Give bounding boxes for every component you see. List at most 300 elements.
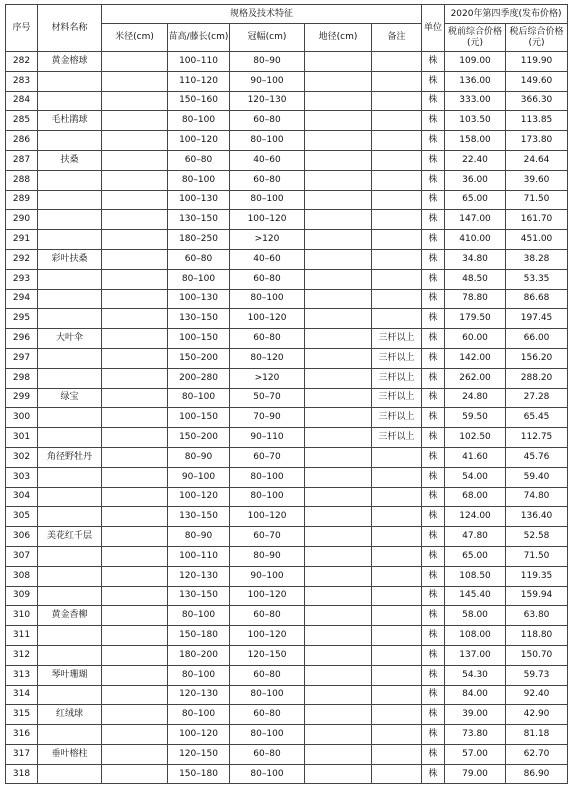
cell-pre-tax-price: 65.00 [445,190,506,210]
table-row [6,428,568,448]
cell-seq: 299 [6,388,38,408]
cell-post-tax-price: 74.80 [506,487,568,507]
table-header [6,5,568,52]
cell-pre-tax-price: 109.00 [445,52,506,72]
header-name: 材料名称 [38,5,102,52]
table-row [6,249,568,269]
cell-note [372,725,422,745]
cell-crown: 80–100 [230,467,305,487]
cell-pre-tax-price: 54.00 [445,467,506,487]
cell-pre-tax-price: 136.00 [445,71,506,91]
cell-ground-diameter [305,131,372,151]
cell-note [372,744,422,764]
cell-height: 100–120 [168,131,230,151]
cell-ground-diameter [305,586,372,606]
cell-unit: 株 [422,71,445,91]
cell-crown: 50–70 [230,388,305,408]
cell-seq: 282 [6,52,38,72]
cell-post-tax-price: 59.73 [506,665,568,685]
cell-crown: 40–60 [230,150,305,170]
cell-note [372,289,422,309]
cell-note [372,190,422,210]
header-spec-col: 冠幅(cm) [230,24,305,52]
cell-pre-tax-price: 79.00 [445,764,506,784]
cell-height: 100–110 [168,546,230,566]
cell-post-tax-price: 42.90 [506,705,568,725]
cell-seq: 307 [6,546,38,566]
cell-height: 180–200 [168,645,230,665]
table-row [6,764,568,784]
cell-crown: 60–80 [230,665,305,685]
cell-pre-tax-price: 137.00 [445,645,506,665]
cell-ground-diameter [305,705,372,725]
cell-unit: 株 [422,705,445,725]
cell-height: 130–150 [168,586,230,606]
cell-unit: 株 [422,447,445,467]
cell-height: 80–100 [168,111,230,131]
cell-height: 120–130 [168,566,230,586]
table-row [6,408,568,428]
cell-ground-diameter [305,447,372,467]
cell-crown: 90–100 [230,566,305,586]
cell-pre-tax-price: 158.00 [445,131,506,151]
cell-crown: 120–130 [230,91,305,111]
cell-height: 130–150 [168,507,230,527]
cell-ground-diameter [305,566,372,586]
cell-note [372,91,422,111]
cell-note [372,269,422,289]
table-row [6,230,568,250]
cell-post-tax-price: 81.18 [506,725,568,745]
cell-crown: 60–70 [230,447,305,467]
table-body [6,52,568,784]
cell-name: 大叶伞 [38,329,102,349]
cell-crown: 60–80 [230,170,305,190]
cell-seq: 303 [6,467,38,487]
cell-pre-tax-price: 103.50 [445,111,506,131]
cell-pre-tax-price: 142.00 [445,348,506,368]
cell-height: 100–120 [168,487,230,507]
cell-name: 美花红千层 [38,527,102,547]
cell-post-tax-price: 451.00 [506,230,568,250]
cell-name: 角径野牡丹 [38,447,102,467]
cell-crown: 40–60 [230,249,305,269]
cell-ground-diameter [305,408,372,428]
cell-unit: 株 [422,685,445,705]
cell-height: 200–280 [168,368,230,388]
cell-unit: 株 [422,428,445,448]
cell-mi-diameter [102,289,168,309]
cell-ground-diameter [305,546,372,566]
cell-ground-diameter [305,170,372,190]
cell-note: 三杆以上 [372,348,422,368]
cell-note [372,447,422,467]
cell-ground-diameter [305,289,372,309]
cell-name [38,645,102,665]
cell-note [372,705,422,725]
cell-name [38,467,102,487]
cell-height: 110–120 [168,71,230,91]
cell-mi-diameter [102,249,168,269]
table-row [6,705,568,725]
cell-mi-diameter [102,131,168,151]
cell-unit: 株 [422,52,445,72]
cell-crown: 100–120 [230,626,305,646]
cell-height: 80–100 [168,388,230,408]
cell-note [372,764,422,784]
cell-pre-tax-price: 47.80 [445,527,506,547]
cell-name [38,309,102,329]
cell-ground-diameter [305,507,372,527]
cell-name: 琴叶珊瑚 [38,665,102,685]
cell-height: 80–90 [168,447,230,467]
cell-name: 黄金香柳 [38,606,102,626]
cell-height: 150–180 [168,764,230,784]
cell-post-tax-price: 112.75 [506,428,568,448]
cell-unit: 株 [422,289,445,309]
cell-height: 100–110 [168,52,230,72]
cell-seq: 295 [6,309,38,329]
table-row [6,71,568,91]
cell-note [372,645,422,665]
cell-mi-diameter [102,150,168,170]
cell-post-tax-price: 71.50 [506,190,568,210]
cell-post-tax-price: 53.35 [506,269,568,289]
cell-seq: 304 [6,487,38,507]
cell-height: 120–150 [168,744,230,764]
table-row [6,645,568,665]
cell-crown: 60–80 [230,329,305,349]
cell-height: 100–150 [168,408,230,428]
header-spec-col: 米径(cm) [102,24,168,52]
cell-ground-diameter [305,329,372,349]
cell-name [38,170,102,190]
cell-mi-diameter [102,764,168,784]
cell-note [372,230,422,250]
cell-seq: 311 [6,626,38,646]
cell-ground-diameter [305,210,372,230]
cell-note [372,111,422,131]
cell-post-tax-price: 173.80 [506,131,568,151]
cell-ground-diameter [305,428,372,448]
cell-name [38,764,102,784]
cell-name: 红绒球 [38,705,102,725]
cell-mi-diameter [102,527,168,547]
table-row [6,368,568,388]
cell-height: 80–100 [168,606,230,626]
cell-note [372,309,422,329]
cell-name [38,91,102,111]
cell-height: 150–160 [168,91,230,111]
cell-crown: 120–150 [230,645,305,665]
cell-name: 扶桑 [38,150,102,170]
cell-mi-diameter [102,566,168,586]
cell-post-tax-price: 38.28 [506,249,568,269]
cell-ground-diameter [305,71,372,91]
cell-pre-tax-price: 145.40 [445,586,506,606]
cell-mi-diameter [102,705,168,725]
cell-crown: >120 [230,368,305,388]
cell-unit: 株 [422,190,445,210]
cell-seq: 290 [6,210,38,230]
cell-note [372,626,422,646]
cell-mi-diameter [102,487,168,507]
cell-crown: 100–120 [230,210,305,230]
table-row [6,131,568,151]
cell-mi-diameter [102,368,168,388]
cell-unit: 株 [422,566,445,586]
cell-mi-diameter [102,546,168,566]
cell-name: 绿宝 [38,388,102,408]
cell-post-tax-price: 52.58 [506,527,568,547]
cell-ground-diameter [305,269,372,289]
header-spec-group: 规格及技术特征 [102,5,422,24]
cell-unit: 株 [422,150,445,170]
cell-pre-tax-price: 58.00 [445,606,506,626]
cell-mi-diameter [102,586,168,606]
cell-pre-tax-price: 57.00 [445,744,506,764]
cell-seq: 296 [6,329,38,349]
cell-unit: 株 [422,91,445,111]
cell-height: 150–200 [168,348,230,368]
cell-seq: 293 [6,269,38,289]
cell-crown: 60–70 [230,527,305,547]
cell-height: 90–100 [168,467,230,487]
table-row [6,190,568,210]
cell-ground-diameter [305,626,372,646]
table-row [6,527,568,547]
table-row [6,348,568,368]
cell-height: 80–100 [168,705,230,725]
cell-mi-diameter [102,606,168,626]
cell-ground-diameter [305,190,372,210]
cell-note [372,546,422,566]
cell-ground-diameter [305,725,372,745]
cell-mi-diameter [102,190,168,210]
cell-crown: 80–100 [230,190,305,210]
cell-name [38,428,102,448]
table-row [6,744,568,764]
cell-mi-diameter [102,52,168,72]
cell-ground-diameter [305,527,372,547]
cell-seq: 313 [6,665,38,685]
cell-mi-diameter [102,685,168,705]
cell-note: 三杆以上 [372,408,422,428]
cell-pre-tax-price: 34.80 [445,249,506,269]
cell-seq: 294 [6,289,38,309]
cell-mi-diameter [102,111,168,131]
table-row [6,626,568,646]
cell-unit: 株 [422,665,445,685]
cell-crown: 80–100 [230,131,305,151]
cell-post-tax-price: 39.60 [506,170,568,190]
cell-name [38,507,102,527]
cell-seq: 291 [6,230,38,250]
cell-name [38,210,102,230]
cell-post-tax-price: 288.20 [506,368,568,388]
cell-pre-tax-price: 68.00 [445,487,506,507]
cell-pre-tax-price: 108.50 [445,566,506,586]
cell-ground-diameter [305,230,372,250]
cell-pre-tax-price: 73.80 [445,725,506,745]
table-row [6,725,568,745]
cell-post-tax-price: 119.35 [506,566,568,586]
cell-mi-diameter [102,71,168,91]
cell-crown: 80–100 [230,685,305,705]
cell-unit: 株 [422,111,445,131]
cell-height: 130–150 [168,309,230,329]
cell-pre-tax-price: 65.00 [445,546,506,566]
cell-pre-tax-price: 39.00 [445,705,506,725]
cell-note [372,566,422,586]
cell-height: 100–120 [168,725,230,745]
cell-unit: 株 [422,388,445,408]
cell-crown: 60–80 [230,744,305,764]
header-price-col: 税后综合价格(元) [506,24,568,52]
cell-unit: 株 [422,744,445,764]
table-row [6,388,568,408]
cell-unit: 株 [422,230,445,250]
cell-unit: 株 [422,309,445,329]
table-row [6,91,568,111]
table-row [6,210,568,230]
cell-post-tax-price: 197.45 [506,309,568,329]
cell-crown: 100–120 [230,586,305,606]
cell-note [372,665,422,685]
cell-name [38,289,102,309]
cell-post-tax-price: 63.80 [506,606,568,626]
cell-note [372,487,422,507]
cell-name [38,586,102,606]
cell-mi-diameter [102,91,168,111]
cell-ground-diameter [305,606,372,626]
cell-mi-diameter [102,665,168,685]
cell-name [38,546,102,566]
cell-unit: 株 [422,131,445,151]
cell-unit: 株 [422,507,445,527]
cell-seq: 314 [6,685,38,705]
table-row [6,586,568,606]
cell-height: 150–200 [168,428,230,448]
cell-height: 60–80 [168,249,230,269]
cell-pre-tax-price: 147.00 [445,210,506,230]
cell-name: 垂叶榕柱 [38,744,102,764]
cell-ground-diameter [305,665,372,685]
cell-crown: 80–120 [230,348,305,368]
cell-unit: 株 [422,368,445,388]
cell-unit: 株 [422,586,445,606]
cell-crown: 60–80 [230,705,305,725]
cell-pre-tax-price: 41.60 [445,447,506,467]
cell-ground-diameter [305,645,372,665]
table-row [6,170,568,190]
cell-seq: 318 [6,764,38,784]
cell-name [38,131,102,151]
cell-pre-tax-price: 36.00 [445,170,506,190]
cell-seq: 316 [6,725,38,745]
cell-unit: 株 [422,645,445,665]
cell-seq: 288 [6,170,38,190]
cell-note [372,467,422,487]
cell-post-tax-price: 150.70 [506,645,568,665]
cell-note [372,606,422,626]
header-price-group: 2020年第四季度(发布价格) [445,5,568,24]
cell-name [38,190,102,210]
cell-mi-diameter [102,744,168,764]
cell-mi-diameter [102,210,168,230]
table-row [6,111,568,131]
cell-note: 三杆以上 [372,428,422,448]
cell-mi-diameter [102,645,168,665]
header-spec-col: 备注 [372,24,422,52]
cell-seq: 310 [6,606,38,626]
cell-crown: 80–90 [230,52,305,72]
cell-mi-diameter [102,388,168,408]
header-unit: 单位 [422,5,445,52]
cell-ground-diameter [305,150,372,170]
cell-note [372,150,422,170]
cell-post-tax-price: 156.20 [506,348,568,368]
cell-mi-diameter [102,447,168,467]
table-row [6,329,568,349]
cell-unit: 株 [422,269,445,289]
cell-pre-tax-price: 102.50 [445,428,506,448]
cell-post-tax-price: 45.76 [506,447,568,467]
cell-pre-tax-price: 410.00 [445,230,506,250]
cell-post-tax-price: 65.45 [506,408,568,428]
cell-height: 180–250 [168,230,230,250]
table-row [6,309,568,329]
cell-height: 60–80 [168,150,230,170]
cell-seq: 284 [6,91,38,111]
cell-unit: 株 [422,249,445,269]
cell-pre-tax-price: 262.00 [445,368,506,388]
cell-unit: 株 [422,725,445,745]
cell-mi-diameter [102,348,168,368]
cell-unit: 株 [422,329,445,349]
cell-ground-diameter [305,764,372,784]
cell-crown: 80–100 [230,764,305,784]
cell-post-tax-price: 66.00 [506,329,568,349]
cell-post-tax-price: 24.64 [506,150,568,170]
cell-post-tax-price: 86.90 [506,764,568,784]
cell-height: 80–100 [168,269,230,289]
cell-post-tax-price: 71.50 [506,546,568,566]
cell-seq: 289 [6,190,38,210]
cell-seq: 302 [6,447,38,467]
cell-unit: 株 [422,467,445,487]
cell-pre-tax-price: 124.00 [445,507,506,527]
cell-height: 100–130 [168,190,230,210]
cell-mi-diameter [102,230,168,250]
cell-note [372,249,422,269]
cell-ground-diameter [305,52,372,72]
cell-unit: 株 [422,626,445,646]
cell-note [372,586,422,606]
cell-post-tax-price: 113.85 [506,111,568,131]
table-row [6,269,568,289]
cell-seq: 315 [6,705,38,725]
cell-height: 80–90 [168,527,230,547]
cell-name: 黄金榕球 [38,52,102,72]
cell-unit: 株 [422,487,445,507]
cell-unit: 株 [422,408,445,428]
cell-mi-diameter [102,269,168,289]
cell-mi-diameter [102,408,168,428]
cell-ground-diameter [305,487,372,507]
cell-note [372,71,422,91]
cell-seq: 300 [6,408,38,428]
